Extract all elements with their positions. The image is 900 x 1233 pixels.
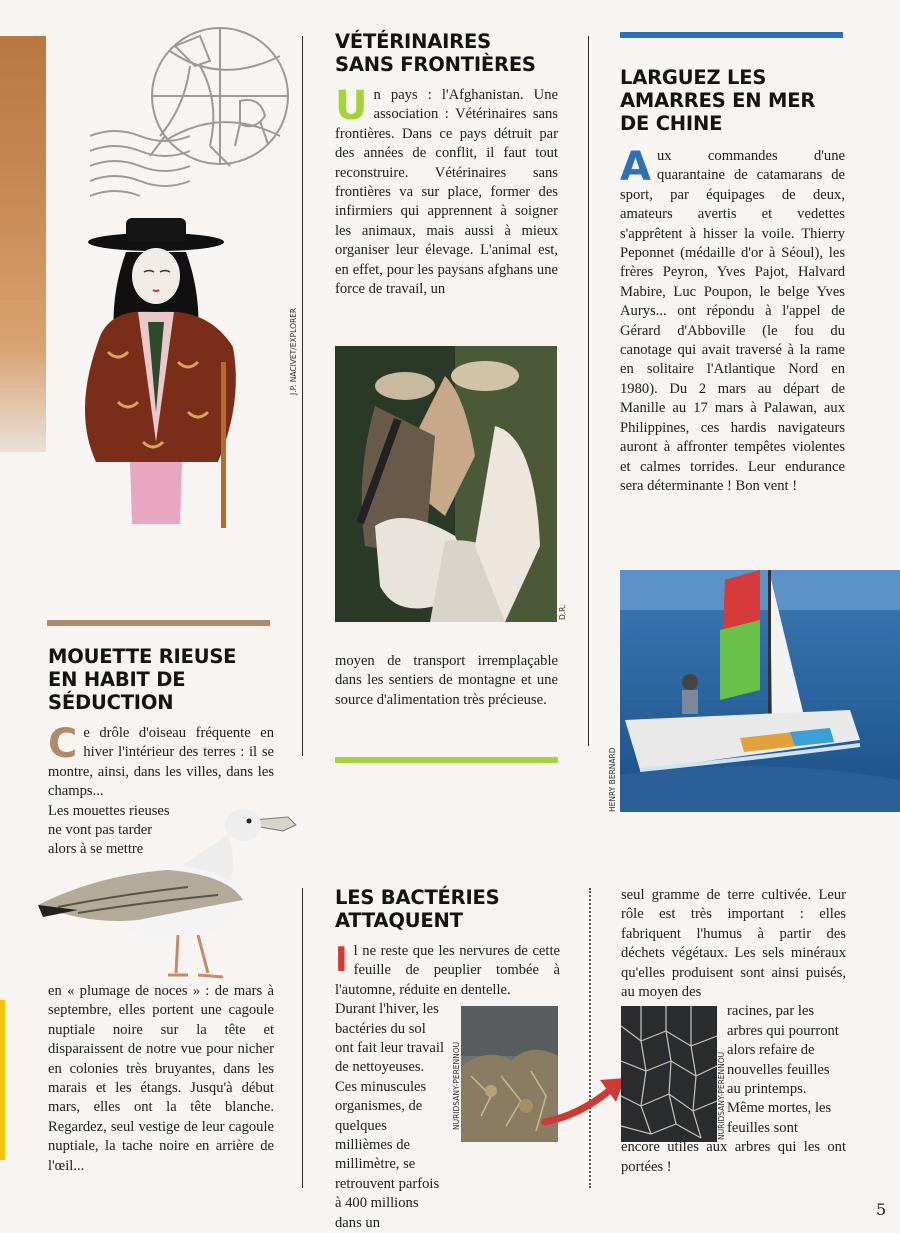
tintin-stamp-illustration [90,6,290,206]
article-bacteries: LES BACTÉRIES ATTAQUENT Il ne reste que les nervures de cette feuille de peuplier tombée à l'automne, réduite en dentelle. Durant l'hiver, les bactéries du sol ont fait leur travail de nettoyeuses. Ces minuscules organismes, de quelques millièmes de millimètre, se retrouvent parfois à 400 millions dans un [335,886,560,1231]
boat-photo-credit: HENRY BERNARD [608,747,617,812]
drop-cap: A [620,144,651,190]
leaf-photo-2-credit: NURIDSANY-PERENNOU [717,1051,726,1140]
blue-separator-bar [620,32,843,38]
drop-cap: C [48,721,78,767]
article-mouette-continued: en « plumage de noces » : de mars à septembre, elles portent une cagoule nuptiale noire sur la tête et disparaissent de notre vue pour nicher en colonies très bruyantes, dans les marais et les étangs. Jusqu'à début mars, elles ont la tête blanche. Regardez, seul vestige de leur cagoule nuptiale, la tache noire en arrière de l'œil... [48,983,274,1174]
article-mouette: MOUETTE RIEUSE EN HABIT DE SÉDUCTION Ce drôle d'oiseau fréquente en hiver l'intérieur des terres : il se montre, ainsi, dans les villes, dans les champs... Les mouettes rieuses ne vont pas tarder alors à se mettre [48,645,274,858]
left-edge-yellow-mark [0,1000,5,1160]
drop-cap: U [335,83,368,129]
green-separator-bar [335,757,558,763]
column-rule-left-top [302,36,303,756]
column-rule-right-top [588,36,589,746]
article-title-larguez: LARGUEZ LES AMARRES EN MER DE CHINE [620,66,816,135]
article-veterinaires-continued: moyen de transport irremplaçable dans les sentiers de montagne et une source d'alimentation très précieuse. [335,653,558,708]
article-veterinaires [335,30,558,299]
article-bacteries-continued: seul gramme de terre cultivée. Leur rôle est très important : elles fabriquent l'humus à partir des déchets végétaux. Les sels minéraux qu'elles produisent sont ainsi puisés, au moyen des racines, par les arbres qui pourront alors refaire de nouvelles feuilles au printemps. Même mortes, les feuilles sont encore utiles aux arbres qui les ont portées ! [621,887,846,1175]
page-number: 5 [876,1200,887,1219]
japanese-doll-photo [68,212,248,532]
article-body-veterinaires: Un pays : l'Afghanistan. Une association : Vétérinaires sans frontières. Dans ce pays détruit par des années de conflit, il faut tout reconstruire. Vétérinaires sans frontières va sur place, former des infirmiers qui apprennent à soigner les animaux, mais aussi à mieux organiser leur élevage. L'animal est, en effet, pour les paysans afghans une force de travail, un [335,83,558,298]
article-title-bacteries: LES BACTÉRIES ATTAQUENT [335,886,500,932]
red-arrow-icon [540,1060,630,1130]
article-body-larguez: Aux commandes d'une quarantaine de catamarans de sport, par équipages de deux, amateurs avertis et vedettes s'apprêtent à hisser la voile. Thierry Peponnet (médaille d'or à Séoul), les frères Peyron, Yves Pajot, Halvard Mabire, Luc Poupon, le belge Yves Aurys... ont répondu à l'appel de Gérard d'Abboville (le fou du canotage qui avait traversé à la rame en solitaire l'Atlantique Nord en 1980). Du 2 mars au départ de Manille au 17 mars à Palawan, aux Philippines, ces hardis navigateurs auront à affronter tempêtes violentes et calmes torrides. Leur endurance sera déterminante ! Bon vent ! [620,144,845,494]
brown-separator-bar [47,620,270,626]
afghan-goat-photo [335,346,557,622]
column-rule-left-bottom [302,888,303,1188]
goat-photo-credit: D.R. [558,604,567,620]
article-larguez [620,66,845,496]
article-body-bacteries: Il ne reste que les nervures de cette feuille de peuplier tombée à l'automne, réduite en dentelle. [335,940,560,998]
article-title-mouette: MOUETTE RIEUSE EN HABIT DE SÉDUCTION [48,645,237,714]
article-body-mouette: Ce drôle d'oiseau fréquente en hiver l'intérieur des terres : il se montre, ainsi, dans les villes, dans les champs... [48,721,274,800]
drop-cap: I [335,940,348,980]
column-rule-dotted [589,888,591,1188]
leaf-photo-1-credit: NURIDSANY-PERENNOU [452,1041,461,1130]
gull-illustration [38,795,300,985]
doll-photo-credit: J.P. NACIVET/EXPLORER [289,307,298,395]
article-title-veterinaires: VÉTÉRINAIRES SANS FRONTIÈRES [335,30,536,76]
left-edge-photo-strip [0,36,46,452]
catamaran-photo [620,570,900,812]
